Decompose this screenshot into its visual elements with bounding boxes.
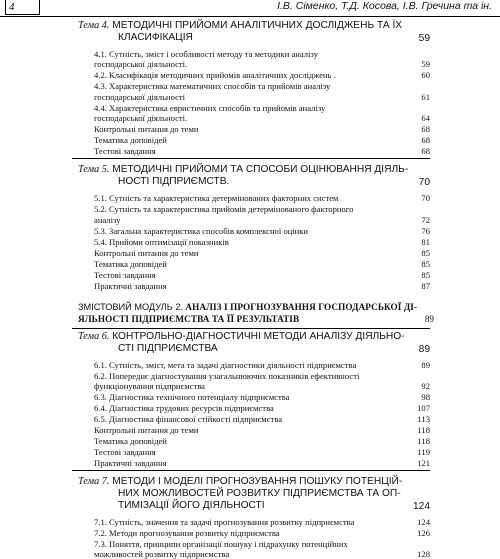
module2-heading <box>78 302 434 313</box>
theme6-item-page: 89 <box>421 359 430 370</box>
theme4-item-text: 4.3. Характеристика математичних способів та прийомів аналізу <box>94 81 331 92</box>
theme6-item-text: 6.4. Діагностика трудових ресурсів підприємства <box>94 403 274 413</box>
theme5-page: 70 <box>418 177 430 189</box>
theme4-item-text: 4.1. Сутність, зміст і особливості методу та методики аналізу <box>94 49 318 59</box>
theme6-item-page: 107 <box>417 403 430 413</box>
module2-label: ЗМІСТОВИЙ МОДУЛЬ 2. <box>78 301 184 312</box>
theme7-item-text: 7.2. Методи прогнозування розвитку підприємства <box>94 528 280 538</box>
theme4-item-text: 4.4. Характеристика евристичних способів та прийомів аналізу <box>94 102 326 113</box>
theme4-label: Тема 4. <box>78 20 110 31</box>
theme6-title-line2: СТІ ПІДПРИЄМСТВА <box>118 342 218 354</box>
theme6-item-text: 6.1. Сутність, зміст, мета та задачі діагностики діяльності підприємства <box>94 359 357 370</box>
theme6-title-line1: КОНТРОЛЬНО-ДІАГНОСТИЧНІ МЕТОДИ АНАЛІЗУ ДІЯЛЬНО- <box>112 330 405 342</box>
theme5-item-text: Практичні завдання <box>94 280 167 291</box>
theme4-item-text-cont: господарської діяльності <box>94 91 186 102</box>
theme4-item-text: Контрольні питання до теми <box>94 124 199 135</box>
theme7-page: 124 <box>413 501 430 512</box>
theme4-title-line1: МЕТОДИЧНІ ПРИЙОМИ АНАЛІТИЧНИХ ДОСЛІДЖЕНЬ ТА ЇХ <box>112 20 403 31</box>
theme7-item-page: 128 <box>417 549 430 559</box>
theme4-item-page: 61 <box>421 91 430 102</box>
theme4-page: 59 <box>418 33 430 44</box>
theme6-page: 89 <box>418 343 430 355</box>
theme5-item-text-cont: аналізу <box>94 214 121 225</box>
theme6-item-page: 98 <box>421 392 430 402</box>
theme6-item-text: Практичні завдання <box>94 458 167 468</box>
module2-page: 89 <box>424 313 434 324</box>
theme7-label: Тема 7. <box>78 476 110 487</box>
page-number: 4 <box>5 0 40 15</box>
theme4-item-text: 4.2. Класифікація методичних прийомів аналітичних досліджень . <box>94 70 336 81</box>
theme4-item-page: 59 <box>421 59 430 70</box>
theme5-item-page: 81 <box>421 236 430 247</box>
theme7-item-text-cont: можливостей розвитку підприємства <box>94 549 230 559</box>
theme5-item-text: Тематика доповідей <box>94 258 167 269</box>
theme7-item-text: 7.1. Сутність, значення та задачі прогнозування розвитку підприємства <box>94 517 355 527</box>
theme6-item-text: 6.2. Попереднє діагностування узагальнюючих показників ефективності <box>94 370 360 381</box>
theme5-item-text: 5.2. Сутність та характеристика прийомів детермінованого факторного <box>94 204 354 215</box>
theme4-item-page: 68 <box>421 124 430 135</box>
theme6-item-page: 119 <box>417 447 430 457</box>
theme6-item-page: 118 <box>417 436 430 446</box>
theme6-heading <box>78 331 434 343</box>
theme5-item-text: 5.4. Прийоми оптимізації показників <box>94 236 229 247</box>
theme5-item-page: 87 <box>421 280 430 291</box>
theme7-heading <box>78 476 434 488</box>
theme5-item-text: 5.3. Загальна характеристика способів комплексної оцінки <box>94 225 309 236</box>
theme6-item-text: Тематика доповідей <box>94 436 167 446</box>
theme6-item-page: 113 <box>417 414 430 424</box>
theme5-title-line2: НОСТІ ПІДПРИЄМСТВ. <box>118 176 230 188</box>
theme4-item-page: 60 <box>421 70 430 81</box>
theme4-item-page: 64 <box>421 113 430 124</box>
theme6-item-text: Контрольні питання до теми <box>94 425 199 435</box>
theme4-item-text-cont: господарської діяльності. <box>94 59 188 70</box>
theme4-item-text-cont: господарської діяльності. <box>94 113 188 124</box>
theme7-item-page: 124 <box>417 517 430 527</box>
section-divider <box>72 470 430 471</box>
theme5-item-text: Контрольні питання до теми <box>94 247 199 258</box>
module2-title-line1: АНАЛІЗ І ПРОГНОЗУВАННЯ ГОСПОДАРСЬКОЇ ДІ- <box>185 301 418 312</box>
theme6-item-text: 6.3. Діагностика технічного потенціалу підприємства <box>94 392 290 402</box>
theme7-item-text: 7.3. Поняття, принципи організації пошуку і підрахунку потенційних <box>94 539 348 549</box>
theme6-item-text: 6.5. Діагностика фінансової стійкості підприємства <box>94 414 283 424</box>
theme6-item-page: 92 <box>421 381 430 391</box>
theme5-label: Тема 5. <box>78 164 110 176</box>
theme4-item-text: Тестові завдання <box>94 146 156 157</box>
theme6-label: Тема 6. <box>78 330 110 342</box>
theme7-item-page: 126 <box>417 528 430 538</box>
theme5-title-line1: МЕТОДИЧНІ ПРИЙОМИ ТА СПОСОБИ ОЦІНЮВАННЯ ДІЯЛЬ- <box>112 164 409 176</box>
theme5-item-page: 85 <box>421 269 430 280</box>
module2-title-line2: ЯЛЬНОСТІ ПІДПРИЄМСТВА ТА ЇЇ РЕЗУЛЬТАТІВ <box>78 313 300 324</box>
page-header <box>0 0 500 17</box>
theme5-item-page: 85 <box>421 247 430 258</box>
theme5-item-text: 5.1. Сутність та характеристика детермінованих факторних систем <box>94 193 339 204</box>
theme7-title-line3: ТИМІЗАЦІЇ ЙОГО ДІЯЛЬНОСТІ <box>118 500 265 511</box>
theme4-heading <box>78 20 434 32</box>
theme4-item-page: 68 <box>421 135 430 146</box>
theme5-item-page: 70 <box>421 193 430 204</box>
theme5-item-page: 76 <box>421 225 430 236</box>
theme5-item-text: Тестові завдання <box>94 269 156 280</box>
theme5-heading <box>78 164 434 176</box>
theme7-title-line1: МЕТОДИ І МОДЕЛІ ПРОГНОЗУВАННЯ ПОШУКУ ПОТЕНЦІЙ- <box>112 476 403 487</box>
section-divider <box>72 328 430 329</box>
theme5-item-page: 72 <box>421 214 430 225</box>
theme4-item-text: Тематика доповідей <box>94 135 167 146</box>
theme6-item-text-cont: функціонування підприємства <box>94 381 205 391</box>
theme4-title-line2: КЛАСИФІКАЦІЯ <box>118 32 193 43</box>
theme6-item-page: 121 <box>417 458 430 468</box>
theme6-item-text: Тестові завдання <box>94 447 156 457</box>
running-header-authors: І.В. Сіменко, Т.Д. Косова, І.В. Гречина та ін. <box>277 0 492 12</box>
theme5-item-page: 85 <box>421 258 430 269</box>
module2-title-line2-row <box>78 314 434 325</box>
theme6-item-page: 118 <box>417 425 430 435</box>
theme7-title-line2: НИХ МОЖЛИВОСТЕЙ РОЗВИТКУ ПІДПРИЄМСТВА ТА ОП- <box>118 488 401 499</box>
theme4-item-page: 68 <box>421 146 430 157</box>
section-divider <box>72 158 430 159</box>
